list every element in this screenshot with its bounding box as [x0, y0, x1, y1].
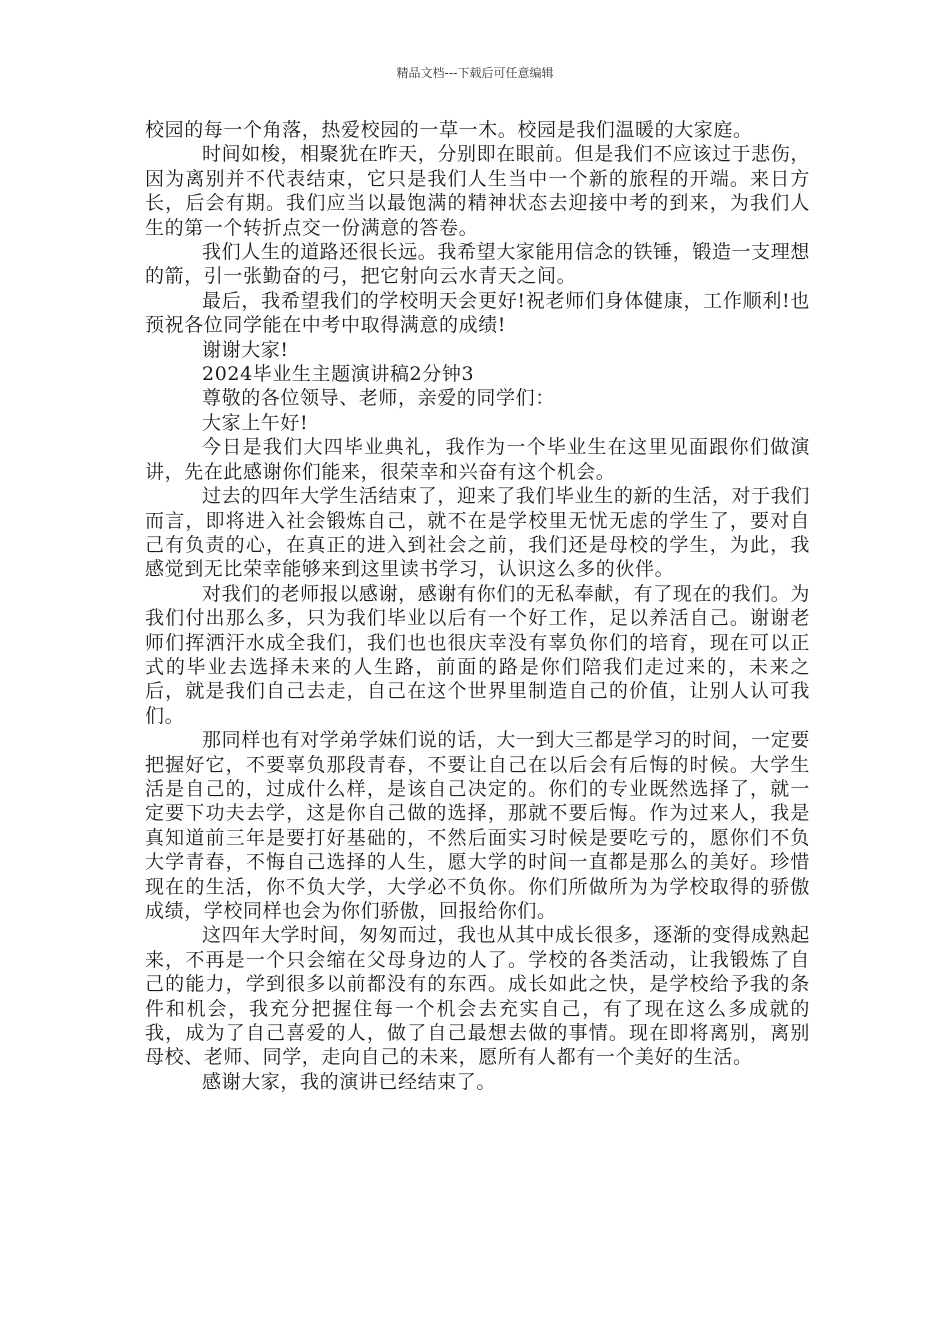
- closing-line: 感谢大家，我的演讲已经结束了。: [202, 1070, 497, 1093]
- greeting: 大家上午好!: [202, 411, 309, 434]
- paragraph-11: 对我们的老师报以感谢，感谢有你们的无私奉献，有了现在的我们。为我们付出那么多，只为我们毕业以后有一个好工作，足以养活自己。谢谢老师们挥洒汗水成全我们，我们也也很庆幸没有辜负你们的培育，现在可以正式的毕业去选择未来的人生路，前面的路是你们陪我们走过来的，未来之后，就是我们自己去走，自己在这个世界里制造自己的价值，让别人认可我们。: [145, 582, 810, 727]
- paragraph-9: 今日是我们大四毕业典礼，我作为一个毕业生在这里见面跟你们做演讲，先在此感谢你们能来，很荣幸和兴奋有这个机会。: [145, 436, 810, 483]
- page-header: 精品文档---下载后可任意编辑: [396, 66, 554, 80]
- paragraph-13: 这四年大学时间，匆匆而过，我也从其中成长很多，逐渐的变得成熟起来，不再是一个只会缩在父母身边的人了。学校的各类活动，让我锻炼了自己的能力，学到很多以前都没有的东西。成长如此之快，是学校给予我的条件和机会，我充分把握住每一个机会去充实自己，有了现在这么多成就的我，成为了自己喜爱的人，做了自己最想去做的事情。现在即将离别，离别母校、老师、同学，走向自己的未来，愿所有人都有一个美好的生活。: [145, 924, 810, 1069]
- paragraph-1: 校园的每一个角落，热爱校园的一草一木。校园是我们温暖的大家庭。: [145, 119, 753, 141]
- document-body: [145, 118, 810, 1094]
- paragraph-12: 那同样也有对学弟学妹们说的话，大一到大三都是学习的时间，一定要把握好它，不要辜负那段青春，不要让自己在以后会有后悔的时候。大学生活是自己的，过成什么样，是该自己决定的。你们的专业既然选择了，就一定要下功夫去学，这是你自己做的选择，那就不要后悔。作为过来人，我是真知道前三年是要打好基础的，不然后面实习时候是要吃亏的，愿你们不负大学青春，不悔自己选择的人生，愿大学的时间一直都是那么的美好。珍惜现在的生活，你不负大学，大学必不负你。你们所做所为为学校取得的骄傲成绩，学校同样也会为你们骄傲，回报给你们。: [145, 729, 810, 922]
- paragraph-2: 时间如梭，相聚犹在昨天，分别即在眼前。但是我们不应该过于悲伤，因为离别并不代表结束，它只是我们人生当中一个新的旅程的开端。来日方长，后会有期。我们应当以最饱满的精神状态去迎接中考的到来，为我们人生的第一个转折点交一份满意的答卷。: [145, 143, 810, 239]
- paragraph-3: 我们人生的道路还很长远。我希望大家能用信念的铁锤，锻造一支理想的箭，引一张勤奋的弓，把它射向云水青天之间。: [145, 241, 810, 288]
- salutation: 尊敬的各位领导、老师，亲爱的同学们：: [202, 387, 555, 410]
- speech-title: 2024毕业生主题演讲稿2分钟3: [202, 363, 475, 386]
- paragraph-5: 谢谢大家!: [202, 338, 289, 361]
- paragraph-4: 最后，我希望我们的学校明天会更好!祝老师们身体健康，工作顺利!也预祝各位同学能在中考中取得满意的成绩!: [145, 289, 810, 337]
- paragraph-10: 过去的四年大学生活结束了，迎来了我们毕业生的新的生活，对于我们而言，即将进入社会锻炼自己，就不在是学校里无忧无虑的学生了，要对自己有负责的心，在真正的进入到社会之前，我们还是母校的学生，为此，我感觉到无比荣幸能够来到这里读书学习，认识这么多的伙伴。: [145, 485, 810, 581]
